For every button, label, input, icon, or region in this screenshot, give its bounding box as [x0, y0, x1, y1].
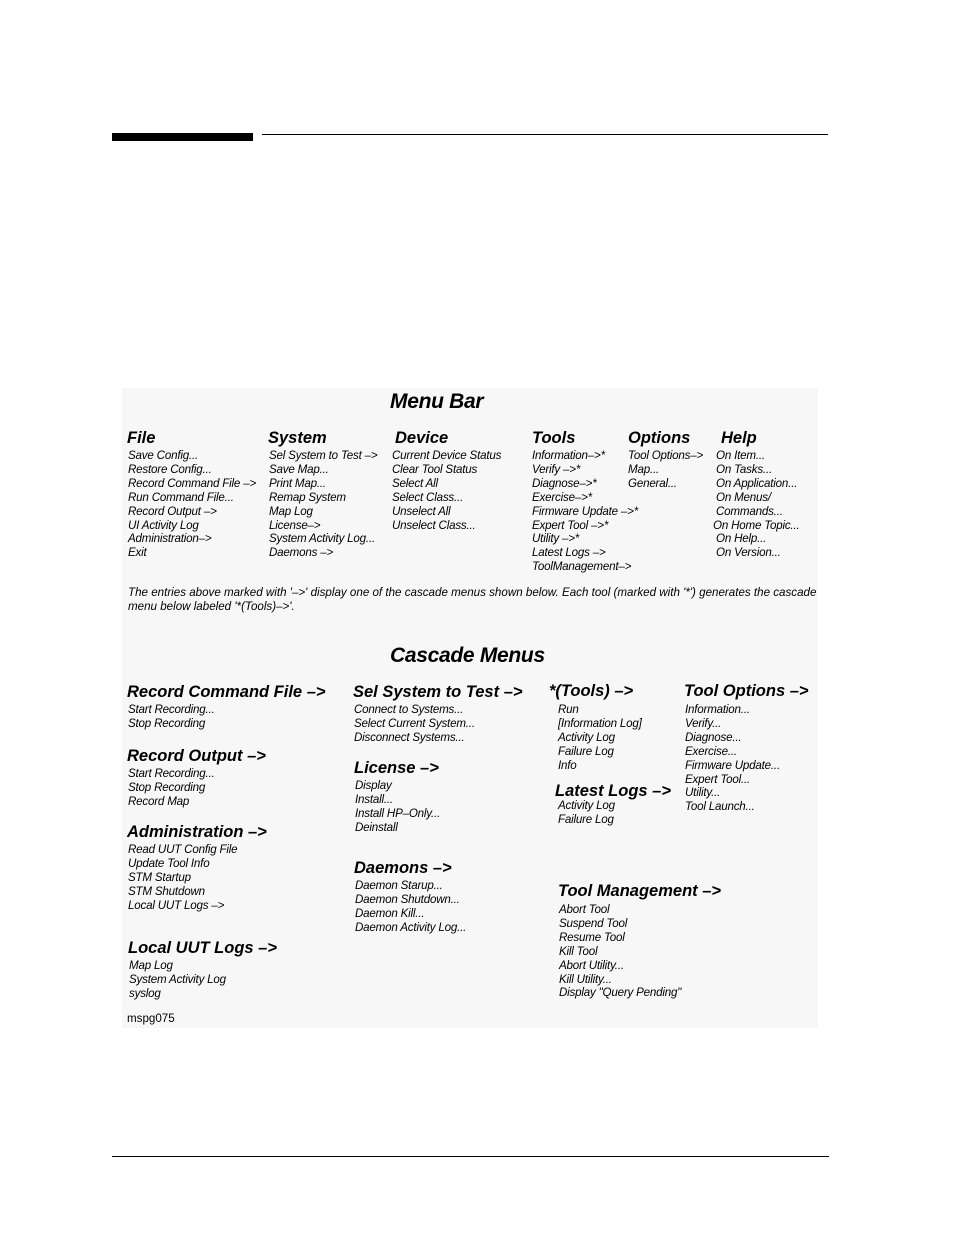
menu-item: Failure Log [558, 744, 614, 758]
menu-item: Firmware Update –>* [532, 504, 639, 518]
menu-item: Daemons –> [269, 546, 334, 560]
menu-item: Record Output –> [128, 504, 217, 518]
menu-item: [Information Log] [558, 716, 642, 730]
cascade-record-command-file-header: Record Command File –> [127, 683, 326, 701]
menu-item: Unselect All [392, 504, 451, 518]
header-bar [112, 133, 253, 141]
menu-item: Suspend Tool [559, 916, 628, 930]
menu-item: General... [628, 476, 677, 490]
menu-item: Information–>* [532, 449, 605, 462]
menu-item: Record Map [128, 794, 190, 808]
menu-item: Exit [128, 546, 147, 560]
menu-item: Verify –>* [532, 462, 581, 476]
menu-item: Expert Tool... [685, 772, 751, 786]
menu-file-list [128, 449, 256, 560]
cascade-record-command-file-list [128, 703, 215, 731]
menu-item: Map Log [129, 959, 173, 972]
header-rule [262, 134, 828, 135]
menu-item: Daemon Shutdown... [355, 892, 460, 906]
cascade-daemons-list [355, 879, 466, 935]
cascade-tool-options-header: Tool Options –> [684, 682, 809, 700]
menu-item: On Tasks... [716, 462, 773, 476]
menu-item: Abort Tool [559, 903, 610, 916]
menu-item: Daemon Starup... [355, 879, 443, 892]
menu-item: Map... [628, 462, 660, 476]
menu-item: Latest Logs –> [532, 546, 606, 560]
menu-item: Activity Log [558, 799, 615, 812]
menu-item: Record Command File –> [128, 476, 257, 490]
menu-item: Display [355, 779, 392, 792]
menu-item: Information... [685, 703, 750, 716]
menu-bar-title: Menu Bar [390, 390, 484, 413]
menu-item: Info [558, 758, 577, 772]
menu-item: Read UUT Config File [128, 843, 238, 856]
menu-item: Map Log [269, 504, 313, 518]
cascade-tools-header: *(Tools) –> [549, 682, 634, 700]
menu-item: Run [558, 703, 579, 716]
menu-item: Save Map... [269, 462, 329, 476]
menu-item: ToolManagement–> [532, 560, 632, 574]
menu-item: STM Startup [128, 870, 191, 884]
cascade-local-uut-logs-header: Local UUT Logs –> [128, 939, 277, 957]
menu-item: Start Recording... [128, 767, 215, 780]
menu-tools-list [532, 449, 638, 574]
menu-item: Update Tool Info [128, 856, 210, 870]
menu-item: Failure Log [558, 812, 614, 826]
menu-item: Select All [392, 476, 438, 490]
menu-item: Verify... [685, 716, 722, 730]
menu-item: On Application... [716, 476, 798, 490]
menu-item: On Menus/ [716, 490, 771, 504]
cascade-menus-title: Cascade Menus [390, 644, 545, 667]
menu-item: Install HP–Only... [355, 806, 441, 820]
cascade-daemons-header: Daemons –> [354, 859, 452, 877]
menu-item: System Activity Log [129, 972, 226, 986]
menu-item: Stop Recording [128, 780, 206, 794]
cascade-latest-logs-header: Latest Logs –> [555, 782, 671, 800]
cascade-record-output-header: Record Output –> [127, 747, 266, 765]
cascade-administration-header: Administration –> [127, 823, 267, 841]
cascade-tool-options-list [685, 703, 780, 814]
menu-item: Local UUT Logs –> [128, 898, 225, 912]
menu-options-list [628, 449, 703, 491]
cascade-record-output-list [128, 767, 215, 809]
menu-device-header: Device [395, 429, 449, 447]
menu-item: Disconnect Systems... [354, 730, 465, 744]
menu-item: Tool Options–> [628, 449, 704, 462]
menu-item: Remap System [269, 490, 346, 504]
cascade-license-list [355, 779, 440, 835]
menu-item: Install... [355, 792, 393, 806]
menu-item: Current Device Status [392, 449, 502, 462]
menu-item: Utility –>* [532, 532, 580, 546]
menu-item: Connect to Systems... [354, 703, 464, 716]
cascade-sel-system-header: Sel System to Test –> [353, 683, 523, 701]
menu-item: Run Command File... [128, 490, 234, 504]
menu-item: Restore Config... [128, 462, 212, 476]
cascade-local-uut-logs-list [129, 959, 226, 1001]
menu-device-list [392, 449, 501, 532]
menu-item: Select Class... [392, 490, 464, 504]
menu-note: The entries above marked with '–>' display one of the cascade menus shown below. Each tool (marked with '*') generates the cascade menu below labeled '*(Tools)–>'. [128, 586, 817, 613]
menu-item: Tool Launch... [685, 800, 755, 814]
menu-help-header: Help [721, 429, 757, 447]
cascade-latest-logs-list [558, 799, 615, 827]
menu-item: UI Activity Log [128, 518, 199, 532]
menu-help-list [713, 449, 800, 560]
cascade-sel-system-list [354, 703, 475, 745]
menu-item: Select Current System... [354, 716, 475, 730]
menu-file-header: File [127, 429, 156, 447]
menu-item: Administration–> [128, 532, 212, 546]
menu-item: STM Shutdown [128, 884, 205, 898]
menu-item: Sel System to Test –> [269, 449, 378, 462]
cascade-administration-list [128, 843, 237, 913]
cascade-license-header: License –> [354, 759, 439, 777]
footer-rule [112, 1156, 829, 1157]
menu-item: syslog [129, 986, 161, 1000]
menu-item: On Home Topic... [713, 518, 800, 532]
menu-item: Kill Utility... [559, 972, 612, 986]
menu-options-header: Options [628, 429, 691, 447]
menu-item: Display "Query Pending" [559, 986, 682, 1000]
figure-id: mspg075 [127, 1012, 175, 1025]
menu-item: Deinstall [355, 820, 398, 834]
menu-item: Daemon Activity Log... [355, 920, 467, 934]
cascade-tools-list [558, 703, 642, 773]
menu-item: Resume Tool [559, 930, 625, 944]
menu-item: Daemon Kill... [355, 906, 425, 920]
cascade-tool-management-header: Tool Management –> [558, 882, 722, 900]
menu-item: Unselect Class... [392, 518, 476, 532]
menu-item: Kill Tool [559, 944, 598, 958]
menu-item: License–> [269, 518, 321, 532]
menu-item: Exercise... [685, 744, 737, 758]
menu-item: Utility... [685, 786, 721, 800]
menu-system-header: System [268, 429, 327, 447]
menu-tools-header: Tools [532, 429, 576, 447]
menu-item: Print Map... [269, 476, 326, 490]
menu-item: Diagnose–>* [532, 476, 597, 490]
menu-item: Stop Recording [128, 716, 206, 730]
menu-item: On Version... [716, 546, 781, 560]
menu-item: Expert Tool –>* [532, 518, 609, 532]
menu-item: Abort Utility... [559, 958, 624, 972]
menu-item: Save Config... [128, 449, 199, 462]
menu-item: Activity Log [558, 730, 615, 744]
menu-item: On Help... [716, 532, 767, 546]
menu-system-list [269, 449, 377, 560]
menu-item: Clear Tool Status [392, 462, 478, 476]
menu-item: Diagnose... [685, 730, 742, 744]
cascade-tool-management-list [559, 903, 681, 1000]
menu-item: System Activity Log... [269, 532, 375, 546]
menu-item: Firmware Update... [685, 758, 780, 772]
menu-item: Exercise–>* [532, 490, 592, 504]
menu-item: Start Recording... [128, 703, 215, 716]
menu-item: Commands... [716, 504, 783, 518]
menu-item: On Item... [716, 449, 765, 462]
